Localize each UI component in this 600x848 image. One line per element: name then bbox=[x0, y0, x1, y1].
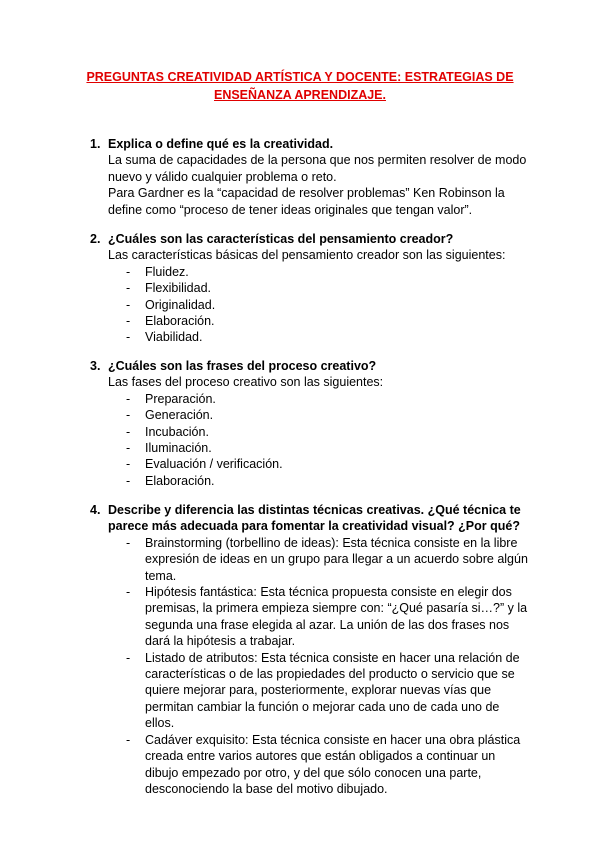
answer-paragraph: La suma de capacidades de la persona que nos permiten resolver de modo nuevo y válido cualquier problema o reto. bbox=[108, 153, 527, 184]
question-title: Describe y diferencia las distintas técnicas creativas. ¿Qué técnica te parece más adecuada para fomentar la creatividad visual? ¿Por qué? bbox=[108, 503, 521, 534]
question-3 bbox=[90, 358, 530, 489]
question-number: 1. bbox=[90, 137, 101, 151]
question-title: ¿Cuáles son las características del pensamiento creador? bbox=[108, 232, 454, 246]
title-line-1: PREGUNTAS CREATIVIDAD ARTÍSTICA Y DOCENTE: ESTRATEGIAS DE bbox=[86, 70, 514, 84]
list-item: - Preparación. bbox=[126, 391, 216, 406]
question-2 bbox=[90, 231, 530, 346]
list-item: - Incubación. bbox=[126, 424, 209, 439]
question-title: Explica o define qué es la creatividad. bbox=[108, 137, 334, 151]
list-item: - Viabilidad. bbox=[126, 330, 203, 345]
techniques-list bbox=[90, 535, 530, 798]
question-1 bbox=[90, 136, 530, 218]
question-title: ¿Cuáles son las frases del proceso creativo? bbox=[108, 359, 377, 373]
list-item: - Generación. bbox=[126, 408, 214, 423]
characteristics-list bbox=[90, 264, 530, 346]
question-number: 2. bbox=[90, 232, 101, 246]
list-item: - Iluminación. bbox=[126, 441, 212, 456]
list-item: - Fluidez. bbox=[126, 264, 189, 279]
list-item: - Brainstorming (torbellino de ideas): Esta técnica consiste en la libre expresión de ideas en un grupo para llegar a un acuerdo sobre algún tema. bbox=[126, 535, 528, 583]
phases-list bbox=[90, 391, 530, 489]
title-line-2: ENSEÑANZA APRENDIZAJE. bbox=[213, 88, 386, 102]
list-item: - Originalidad. bbox=[126, 297, 216, 312]
question-number: 3. bbox=[90, 359, 101, 373]
list-item: - Elaboración. bbox=[126, 314, 215, 329]
answer-intro: Las fases del proceso creativo son las siguientes: bbox=[108, 375, 384, 390]
list-item: - Elaboración. bbox=[126, 473, 215, 488]
question-number: 4. bbox=[90, 503, 101, 517]
answer-paragraph: Para Gardner es la “capacidad de resolver problemas” Ken Robinson la define como “proceso de tener ideas originales que tengan valor”. bbox=[108, 186, 505, 217]
list-item: - Evaluación / verificación. bbox=[126, 457, 283, 472]
question-4 bbox=[90, 502, 530, 797]
document-title bbox=[60, 68, 540, 104]
list-item: - Hipótesis fantástica: Esta técnica propuesta consiste en elegir dos premisas, la primera empieza siempre con: “¿Qué pasaría si…?” y la segunda una frase elegida al azar. La unión de las dos frases nos dará la hipótesis a trabajar. bbox=[126, 585, 528, 649]
list-item: - Flexibilidad. bbox=[126, 281, 212, 296]
list-item: - Cadáver exquisito: Esta técnica consiste en hacer una obra plástica creada entre varios autores que están obligados a continuar un dibujo empezado por otro, y del que sólo conocen una parte, desconociendo la base del motivo dibujado. bbox=[126, 732, 521, 796]
list-item: - Listado de atributos: Esta técnica consiste en hacer una relación de características o de las propiedades del producto o servicio que se quiere mejorar para, posteriormente, explorar nuevas vías que permitan cambiar la función o mejorar cada uno de cada uno de ellos. bbox=[126, 650, 520, 731]
answer-intro: Las características básicas del pensamiento creador son las siguientes: bbox=[108, 248, 506, 263]
